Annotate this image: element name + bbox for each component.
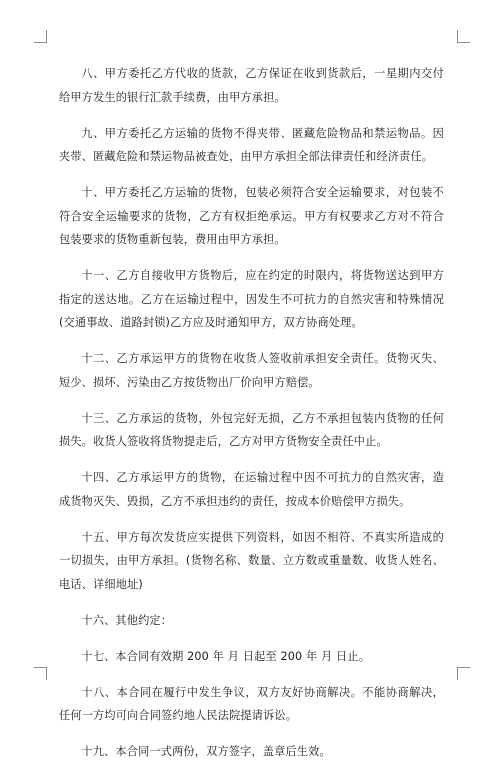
clause-14: 十四、乙方承运甲方的货物，在运输过程中因不可抗力的自然灾害，造成货物灭失、毁损，乙方不承担违约的责任，按成本价赔偿甲方损失。 <box>59 471 444 508</box>
clause-11: 十一、乙方自接收甲方货物后，应在约定的时限内，将货物送达到甲方指定的送达地。乙方在运输过程中，因发生不可抗力的自然灾害和特殊情况(交通事故、道路封锁)乙方应及时通知甲方，双方协商处理。 <box>59 269 444 329</box>
clause-12: 十二、乙方承运甲方的货物在收货人签收前承担安全责任。货物灭失、短少、损坏、污染由乙方按货物出厂价向甲方赔偿。 <box>59 352 444 389</box>
crop-mark-top-left <box>34 30 47 43</box>
clause-13: 十三、乙方承运的货物，外包完好无损，乙方不承担包装内货物的任何损失。收货人签收将货物提走后，乙方对甲方货物安全责任中止。 <box>59 411 444 448</box>
clause-16: 十六、其他约定： <box>81 613 173 627</box>
crop-mark-bottom-right <box>457 667 470 680</box>
clause-15: 十五、甲方每次发货应实提供下列资料，如因不相符、不真实所造成的一切损失，由甲方承担。(货物名称、数量、立方数或重量数、收货人姓名、电话、详细地址) <box>59 530 444 591</box>
clause-17: 十七、本合同有效期 200 年 月 日起至 200 年 月 日止。 <box>81 649 371 663</box>
crop-mark-bottom-left <box>34 667 47 680</box>
contract-clauses <box>59 62 444 776</box>
clause-19: 十九、本合同一式两份，双方签字，盖章后生效。 <box>81 745 331 758</box>
crop-mark-top-right <box>457 30 470 43</box>
clause-18: 十八、本合同在履行中发生争议，双方友好协商解决。不能协商解决，任何一方均可向合同签约地人民法院提请诉讼。 <box>59 685 444 722</box>
clause-9: 九、甲方委托乙方运输的货物不得夹带、匿藏危险物品和禁运物品。因夹带、匿藏危险和禁运物品被查处，由甲方承担全部法律责任和经济责任。 <box>59 126 444 163</box>
clause-10: 十、甲方委托乙方运输的货物，包装必须符合安全运输要求，对包装不符合安全运输要求的货物，乙方有权拒绝承运。甲方有权要求乙方对不符合包装要求的货物重新包装，费用由甲方承担。 <box>59 186 444 246</box>
clause-8: 八、甲方委托乙方代收的货款，乙方保证在收到货款后，一星期内交付给甲方发生的银行汇款手续费，由甲方承担。 <box>59 67 444 104</box>
